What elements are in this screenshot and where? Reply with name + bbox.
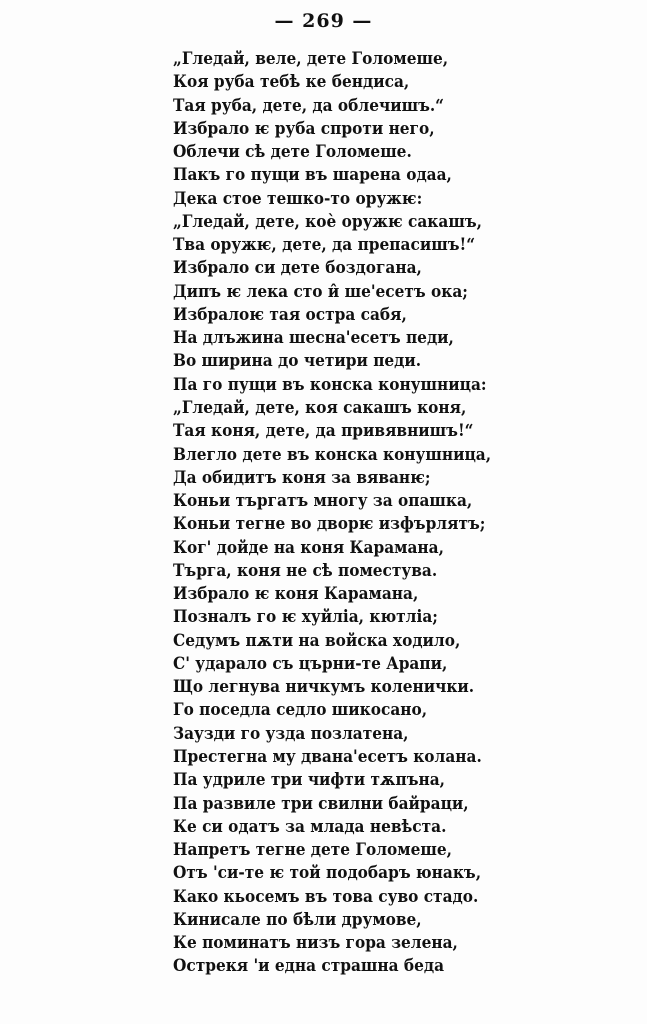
poem-line: Кинисале по бѣли друмове, [173, 909, 422, 929]
poem-line: Тая коня, дете, да привявнишъ!“ [173, 421, 474, 441]
poem-line: Во ширина до четири педи. [173, 351, 422, 371]
poem-line: На длъжина шесна'есетъ педи, [173, 328, 454, 348]
poem-text [173, 47, 643, 978]
poem-line: Го поседла седло шикосано, [173, 700, 428, 720]
poem-line: Ке поминатъ низъ гора зелена, [173, 933, 458, 953]
poem-line: Како кьосемъ въ това суво стадо. [173, 886, 479, 906]
poem-line: Пакъ го пущи въ шарена одаа, [173, 165, 452, 185]
poem-line: С' ударало съ църни-те Арапи, [173, 653, 448, 673]
poem-line: Да обидитъ коня за вяванѥ; [173, 467, 431, 487]
poem-line: Заузди го узда позлатена, [173, 723, 409, 743]
poem-line: Що легнува ничкумъ коленички. [173, 677, 475, 697]
poem-line: Па удриле три чифти тѫпъна, [173, 770, 446, 790]
poem-line: Дека стое тешко-то оружѥ: [173, 188, 423, 208]
poem-line: „Гледай, веле, дете Голомеше, [173, 49, 449, 68]
poem-line: Коя руба тебѣ ке бендиса, [173, 72, 410, 92]
poem-line: Ког' дойде на коня Карамана, [173, 537, 444, 557]
poem-line: Коньи търгатъ многу за опашка, [173, 491, 473, 511]
poem-line: Избрало ѥ коня Карамана, [173, 584, 419, 604]
poem-line: Коньи тегне во дворѥ изфърлятъ; [173, 514, 486, 534]
poem-line: Влегло дете въ конска конушница, [173, 444, 492, 464]
poem-line: Седумъ пѫти на войска ходило, [173, 630, 461, 650]
poem-line: „Гледай, дете, коя сакашъ коня, [173, 397, 467, 417]
poem-line: Тая руба, дете, да облечишъ.“ [173, 95, 445, 115]
poem-line: Тва оружѥ, дете, да препасишъ!“ [173, 235, 476, 255]
poem-line: Па го пущи въ конска конушница: [173, 374, 487, 394]
poem-line: Па развиле три свилни байраци, [173, 793, 469, 813]
poem-line: Облечи сѣ дете Голомеше. [173, 142, 412, 162]
poem-line: Отъ 'си-те ѥ той подобаръ юнакъ, [173, 863, 482, 883]
poem-line: „Гледай, дете, коѐ оружѥ сакашъ, [173, 211, 482, 231]
poem-line: Престегна му двана'есетъ колана. [173, 746, 482, 766]
poem-line: Позналъ го ѥ хуйліа, кютліа; [173, 607, 438, 627]
poem-line: Търга, коня не сѣ поместува. [173, 560, 438, 580]
page-number: — 269 — [274, 10, 373, 32]
poem-line: Избрало си дете боздогана, [173, 258, 422, 278]
poem-line: Избралоѥ тая остра сабя, [173, 304, 407, 324]
poem-line: Избрало ѥ руба спроти него, [173, 118, 435, 138]
poem-line: Ке си одатъ за млада невѣста. [173, 816, 447, 836]
poem-line: Напретъ тегне дете Голомеше, [173, 840, 452, 860]
poem-line: Острекя 'и една страшна беда [173, 956, 445, 976]
poem-line: Дипъ ѥ лека сто и̂ ше'есетъ ока; [173, 281, 468, 301]
